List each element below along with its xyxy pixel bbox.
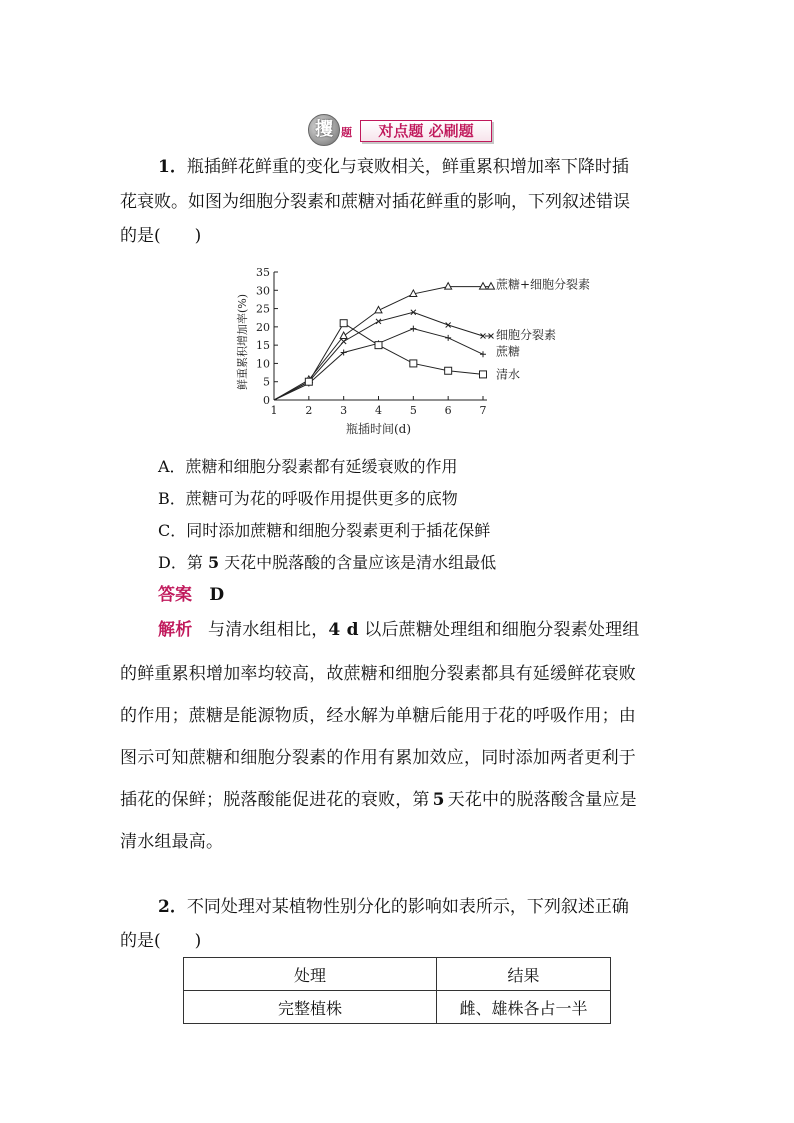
section-badge xyxy=(308,114,488,144)
q2-stem-line-2: 的是( ) xyxy=(120,931,202,951)
q1-option-d[interactable]: D．第 5 天花中脱落酸的含量应该是清水组最低 xyxy=(158,553,497,572)
explanation-label: 解析 xyxy=(158,620,193,640)
series-line-1 xyxy=(274,312,483,400)
triangle-marker xyxy=(445,283,452,290)
y-axis-label: 鲜重累积增加率(%) xyxy=(236,293,249,391)
x-axis-label: 瓶插时间(d) xyxy=(345,422,412,436)
square-marker xyxy=(375,342,382,349)
x-tick-label: 3 xyxy=(340,404,348,417)
square-marker xyxy=(410,360,417,367)
x-tick-label: 7 xyxy=(479,404,487,417)
q1-option-c[interactable]: C．同时添加蔗糖和细胞分裂素更利于插花保鲜 xyxy=(158,521,491,540)
x-marker xyxy=(446,323,451,328)
y-tick-label: 35 xyxy=(256,266,270,279)
table-header-cell: 结果 xyxy=(437,958,611,991)
answer-label: 答案 xyxy=(158,585,192,605)
y-tick-label: 30 xyxy=(256,284,270,298)
q1-stem-line-1: 1．瓶插鲜花鲜重的变化与衰败相关，鲜重累积增加率下降时插 xyxy=(158,157,629,177)
triangle-marker xyxy=(488,283,495,290)
q1-explanation-line-4: 图示可知蔗糖和细胞分裂素的作用有累加效应，同时添加两者更利于 xyxy=(120,748,636,768)
series-label: 细胞分裂素 xyxy=(496,328,557,342)
q2-table xyxy=(183,957,611,1024)
q2-number: 2． xyxy=(158,897,187,917)
series-label: 蔗糖+细胞分裂素 xyxy=(496,277,591,292)
q1-explanation-line-3: 的作用；蔗糖是能源物质，经水解为单糖后能用于花的呼吸作用；由 xyxy=(120,706,636,726)
q1-option-b[interactable]: B．蔗糖可为花的呼吸作用提供更多的底物 xyxy=(158,489,458,508)
x-tick-label: 4 xyxy=(375,404,382,417)
table-cell: 雌、雄株各占一半 xyxy=(437,991,611,1024)
y-tick-label: 15 xyxy=(256,339,270,353)
y-tick-label: 0 xyxy=(263,394,270,407)
x-tick-label: 5 xyxy=(409,404,417,417)
square-marker xyxy=(305,378,312,385)
y-tick-label: 5 xyxy=(263,375,270,389)
series-line-3 xyxy=(274,323,483,400)
q1-explanation-line-6: 清水组最高。 xyxy=(120,832,224,852)
badge-emblem-icon: 攫 xyxy=(308,114,340,146)
q1-explanation-line-1: 解析 与清水组相比，4 d 以后蔗糖处理组和细胞分裂素处理组 xyxy=(158,620,640,640)
line-chart xyxy=(228,258,608,448)
series-label: 清水 xyxy=(496,367,521,382)
plus-marker xyxy=(480,351,486,357)
q1-stem-line-3: 的是( ) xyxy=(120,226,202,246)
chart-container xyxy=(228,258,608,448)
q1-explanation-line-5: 插花的保鲜；脱落酸能促进花的衰败，第 5 天花中的脱落酸含量应是 xyxy=(120,790,637,810)
table-header-cell: 处理 xyxy=(184,958,437,991)
q1-answer xyxy=(158,583,224,607)
plus-marker xyxy=(445,335,451,341)
table-cell: 完整植株 xyxy=(184,991,437,1024)
x-tick-label: 1 xyxy=(270,404,278,417)
q1-number: 1． xyxy=(158,157,187,177)
y-tick-label: 20 xyxy=(256,320,270,334)
square-marker xyxy=(340,320,347,327)
x-marker xyxy=(481,334,486,339)
y-tick-label: 10 xyxy=(256,357,270,371)
q1-option-a[interactable]: A．蔗糖和细胞分裂素都有延缓衰败的作用 xyxy=(158,457,458,476)
y-tick-label: 25 xyxy=(256,302,270,316)
answer-value: D xyxy=(209,585,225,605)
triangle-marker xyxy=(340,332,347,339)
table-header-row xyxy=(184,958,611,991)
square-marker xyxy=(480,371,487,378)
q2-stem-line-1: 2．不同处理对某植物性别分化的影响如表所示，下列叙述正确 xyxy=(158,897,629,917)
plus-marker xyxy=(410,326,416,332)
table-row xyxy=(184,991,611,1024)
x-tick-label: 2 xyxy=(305,404,313,417)
q1-stem-line-2: 花衰败。如图为细胞分裂素和蔗糖对插花鲜重的影响，下列叙述错误 xyxy=(120,192,630,212)
x-tick-label: 6 xyxy=(444,404,452,417)
triangle-marker xyxy=(480,283,487,290)
q1-explanation-line-2: 的鲜重累积增加率均较高，故蔗糖和细胞分裂素都具有延缓鲜花衰败 xyxy=(120,664,636,684)
badge-tag: 题 xyxy=(341,126,352,139)
x-marker xyxy=(341,339,346,344)
series-label: 蔗糖 xyxy=(496,344,521,359)
series-line-2 xyxy=(274,329,483,400)
badge-title: 对点题 必刷题 xyxy=(360,120,492,142)
square-marker xyxy=(445,367,452,374)
